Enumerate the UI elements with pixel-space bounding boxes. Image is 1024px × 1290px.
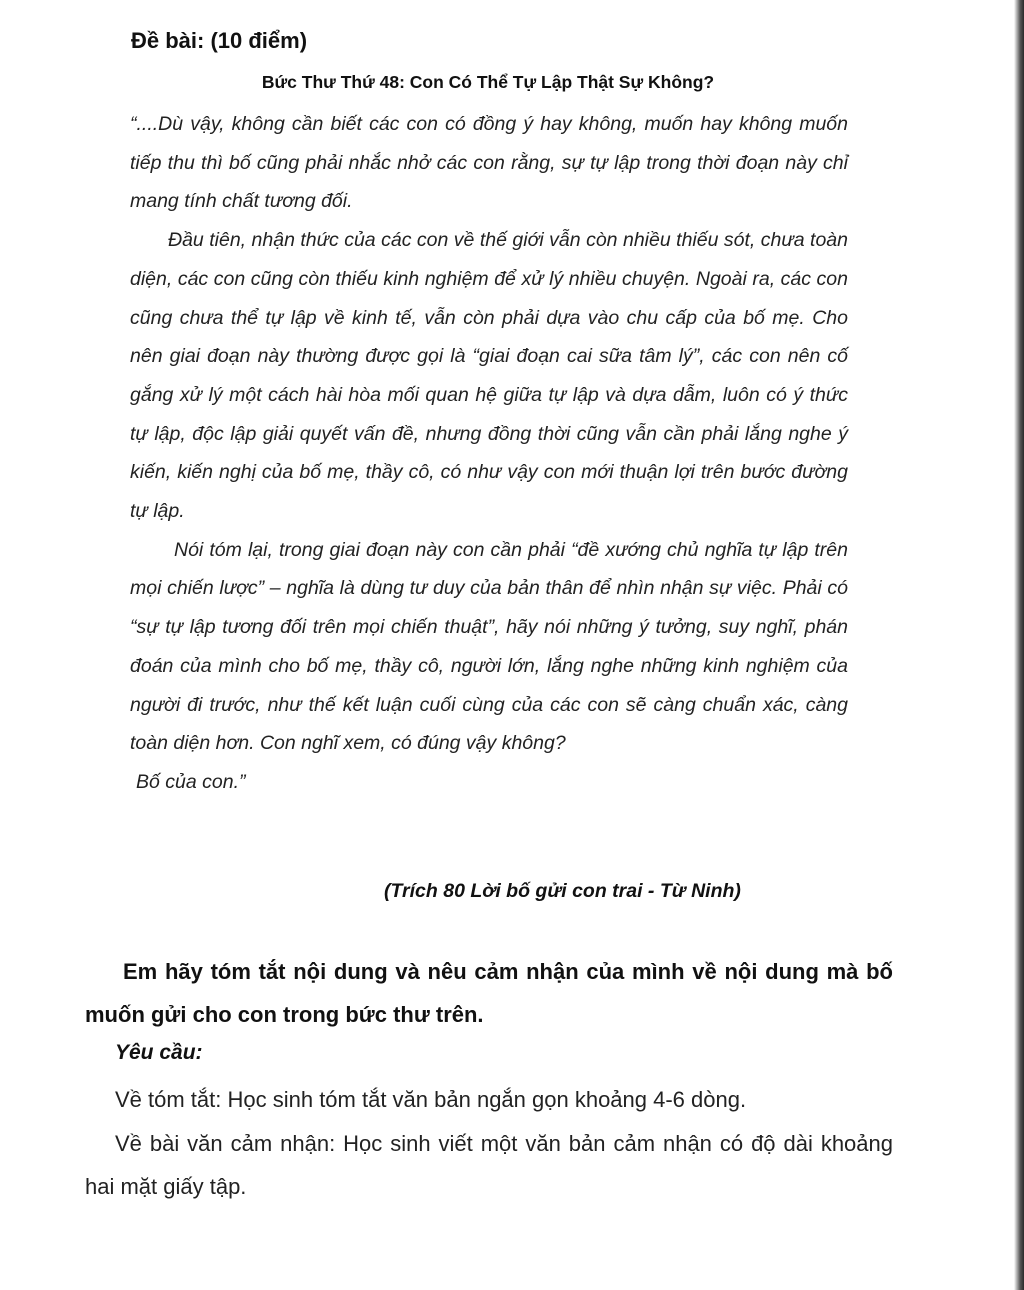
letter-signature: Bố của con.” <box>136 770 246 793</box>
task-prompt: Em hãy tóm tắt nội dung và nêu cảm nhận của mình về nội dung mà bố muốn gửi cho con trong bức thư trên. <box>85 959 893 1027</box>
requirement-essay: Về bài văn cảm nhận: Học sinh viết một văn bản cảm nhận có độ dài khoảng hai mặt giấy tập. <box>85 1131 893 1199</box>
letter-title: Bức Thư Thứ 48: Con Có Thể Tự Lập Thật Sự Không? <box>261 72 715 92</box>
exam-heading: Đề bài: (10 điểm) <box>131 28 308 53</box>
letter-excerpt <box>130 105 848 802</box>
requirements-label: Yêu cầu: <box>115 1041 203 1064</box>
source-citation: (Trích 80 Lời bố gửi con trai - Từ Ninh) <box>384 880 741 902</box>
requirement-summary: Về tóm tắt: Học sinh tóm tắt văn bản ngắn gọn khoảng 4-6 dòng. <box>115 1087 747 1112</box>
page-edge-shadow <box>1014 0 1024 1290</box>
letter-paragraph-1: “....Dù vậy, không cần biết các con có đồng ý hay không, muốn hay không muốn tiếp thu thì bố cũng phải nhắc nhở các con rằng, sự tự lập trong thời đoạn này chỉ mang tính chất tương đối. <box>130 113 848 213</box>
letter-paragraph-3: Nói tóm lại, trong giai đoạn này con cần phải “đề xướng chủ nghĩa tự lập trên mọi chiến lược” – nghĩa là dùng tư duy của bản thân để nhìn nhận sự việc. Phải có “sự tự lập tương đối trên mọi chiến thuật”, hãy nói những ý tưởng, suy nghĩ, phán đoán của mình cho bố mẹ, thầy cô, người lớn, lắng nghe những kinh nghiệm của người đi trước, như thế kết luận cuối cùng của các con sẽ càng chuẩn xác, càng toàn diện hơn. Con nghĩ xem, có đúng vậy không? <box>130 538 848 755</box>
letter-paragraph-2: Đầu tiên, nhận thức của các con về thế giới vẫn còn nhiều thiếu sót, chưa toàn diện, các con cũng còn thiếu kinh nghiệm để xử lý nhiều chuyện. Ngoài ra, các con cũng chưa thể tự lập về kinh tế, vẫn còn phải dựa vào chu cấp của bố mẹ. Cho nên giai đoạn này thường được gọi là “giai đoạn cai sữa tâm lý”, các con nên cố gắng xử lý một cách hài hòa mối quan hệ giữa tự lập và dựa dẫm, luôn có ý thức tự lập, độc lập giải quyết vấn đề, nhưng đồng thời cũng vẫn cần phải lắng nghe ý kiến, kiến nghị của bố mẹ, thầy cô, có như vậy con mới thuận lợi trên bước đường tự lập. <box>130 229 848 523</box>
